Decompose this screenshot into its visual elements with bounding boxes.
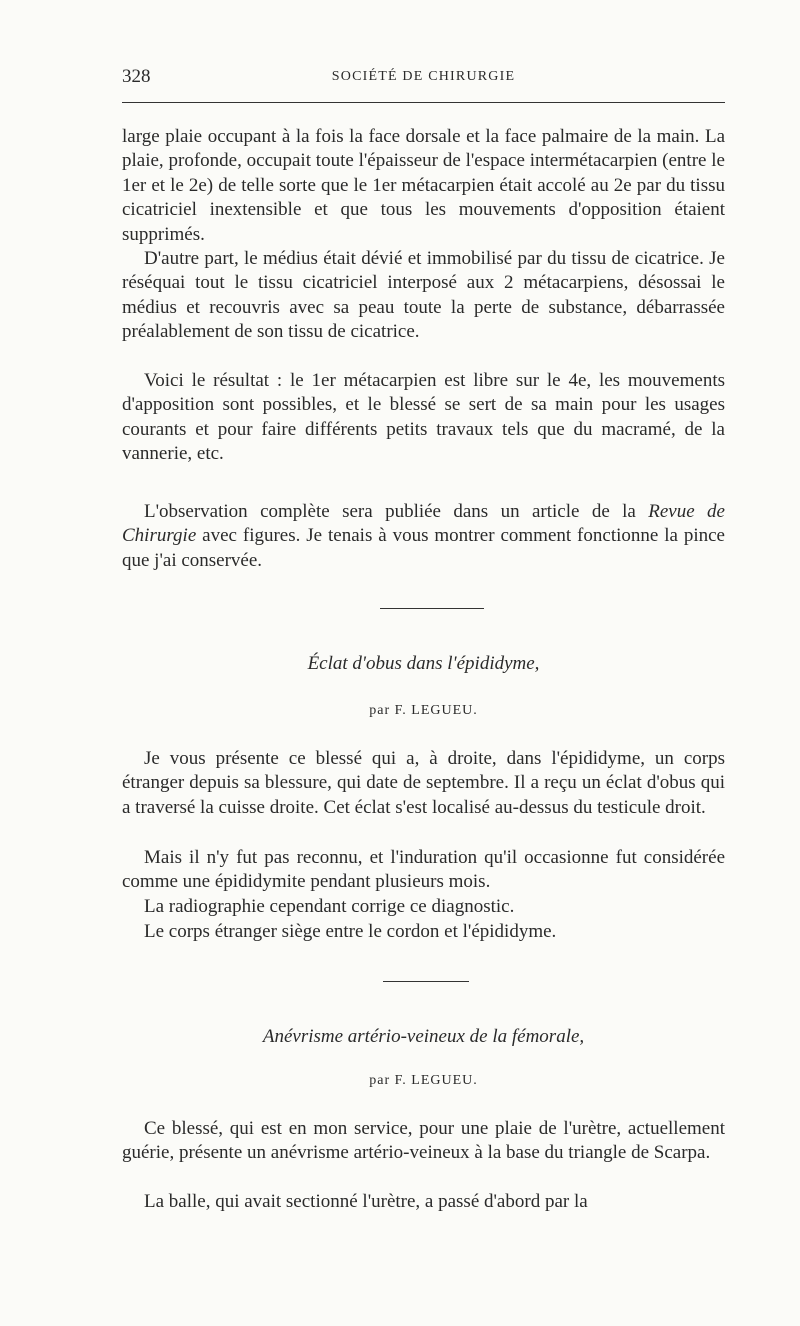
section-1-paragraph-1 bbox=[122, 747, 725, 820]
section-1-byline: par F. LEGUEU. bbox=[369, 703, 478, 718]
section-2-title: Anévrisme artério-veineux de la fémorale, bbox=[262, 1026, 585, 1047]
section-separator bbox=[383, 981, 469, 982]
section-1-paragraph-2 bbox=[122, 846, 725, 895]
section-1-paragraph-3 bbox=[122, 895, 725, 919]
intro-paragraph-3-text: Voici le résultat : le 1er métacarpien est libre sur le 4e, les mouvements d'apposition sont possibles, et le blessé se sert de sa main pour les usages courants et pour faire différents petits travaux tels que du macramé, de la vannerie, etc. bbox=[122, 370, 725, 465]
intro-paragraph-2 bbox=[122, 247, 725, 345]
section-1-paragraph-4-text: Le corps étranger siège entre le cordon et l'épididyme. bbox=[144, 921, 557, 942]
intro-paragraph-4-text-a: L'observation complète sera publiée dans un article de la bbox=[144, 501, 649, 522]
section-1-paragraph-1-text: Je vous présente ce blessé qui a, à droite, dans l'épididyme, un corps étranger depuis sa blessure, qui date de septembre. Il a reçu un éclat d'obus qui a traversé la cuisse droite. Cet éclat s'est localisé au-dessus du testicule droit. bbox=[122, 748, 725, 818]
section-1-paragraph-3-text: La radiographie cependant corrige ce diagnostic. bbox=[144, 896, 515, 917]
section-1-paragraph-4 bbox=[122, 920, 725, 944]
intro-paragraph-4 bbox=[122, 500, 725, 573]
intro-paragraph-3 bbox=[122, 369, 725, 467]
intro-paragraph-4-text-b: avec figures. Je tenais à vous montrer comment fonctionne la pince que j'ai conservée. bbox=[122, 525, 725, 571]
section-1-title: Éclat d'obus dans l'épididyme, bbox=[307, 653, 540, 674]
intro-paragraph-2-text: D'autre part, le médius était dévié et immobilisé par du tissu de cicatrice. Je réséquai tout le tissu cicatriciel interposé aux 2 métacarpiens, désossai le médius et recouvris avec sa peau toute la perte de substance, débarrassée préalablement de son tissu de cicatrice. bbox=[122, 248, 725, 343]
section-2-paragraph-2 bbox=[122, 1190, 725, 1214]
intro-paragraph-1: large plaie occupant à la fois la face dorsale et la face palmaire de la main. La plaie, profonde, occupait toute l'épaisseur de l'espace intermétacarpien (entre le 1er et le 2e) de telle sorte que le 1er métacarpien était accolé au 2e par du tissu cicatriciel inextensible et que tous les mouvements d'opposition étaient supprimés. bbox=[122, 126, 725, 245]
section-separator bbox=[380, 608, 484, 609]
journal-title: Revue de Chirurgie bbox=[122, 501, 725, 547]
page-number: 328 bbox=[122, 66, 151, 87]
section-2-paragraph-1-text: Ce blessé, qui est en mon service, pour une plaie de l'urètre, actuellement guérie, présente un anévrisme artério-veineux à la base du triangle de Scarpa. bbox=[122, 1118, 725, 1164]
section-2-byline: par F. LEGUEU. bbox=[369, 1073, 478, 1088]
header-rule bbox=[122, 102, 725, 103]
section-2-paragraph-1 bbox=[122, 1117, 725, 1166]
section-2-paragraph-2-text: La balle, qui avait sectionné l'urètre, a passé d'abord par la bbox=[144, 1191, 588, 1212]
running-title: SOCIÉTÉ DE CHIRURGIE bbox=[331, 69, 516, 84]
page-header bbox=[122, 66, 725, 96]
section-1-paragraph-2-text: Mais il n'y fut pas reconnu, et l'induration qu'il occasionne fut considérée comme une épididymite pendant plusieurs mois. bbox=[122, 847, 725, 893]
